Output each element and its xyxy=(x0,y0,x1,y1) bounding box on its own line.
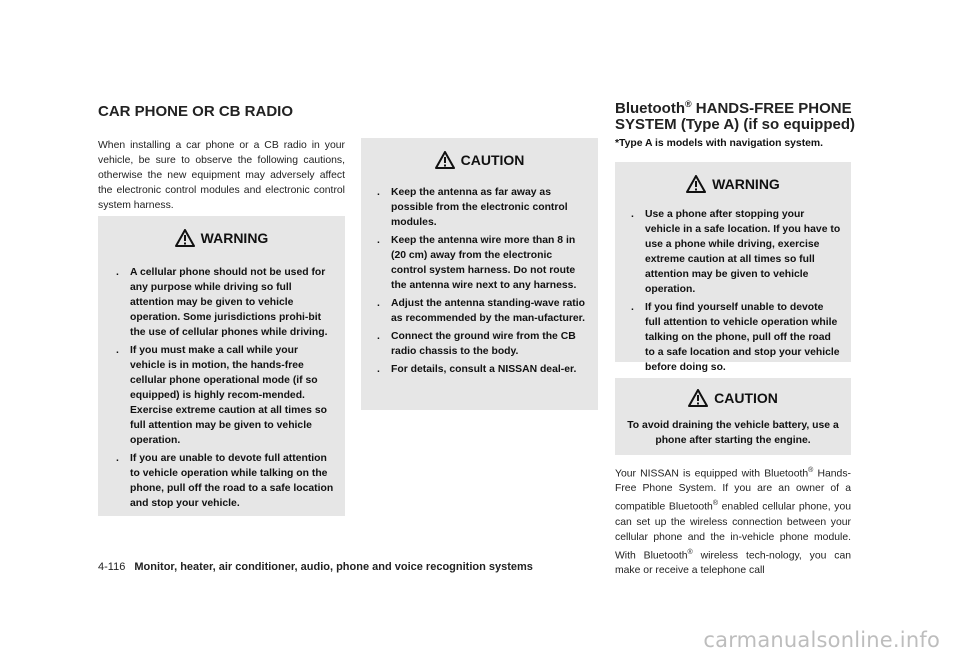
bullet-dot: . xyxy=(631,302,634,313)
bullet-dot: . xyxy=(377,298,380,309)
bullet-dot: . xyxy=(377,235,380,246)
page-number: 4-116 xyxy=(98,561,126,573)
intro-paragraph: When installing a car phone or a CB radio in your vehicle, be sure to observe the following cautions, otherwise the new equipment may adversely affect the electronic control modules and electronic control system harness. xyxy=(98,140,345,211)
bullet-dot: . xyxy=(377,331,380,342)
warning-list xyxy=(112,265,335,511)
bullet-dot: . xyxy=(116,345,119,356)
list-item: . Keep the antenna wire more than 8 in (20 cm) away from the electronic control system harness. Do not route the antenna wire next to any harness. xyxy=(377,235,577,291)
warning-box-left xyxy=(98,216,345,516)
list-item: . For details, consult a NISSAN deal-er. xyxy=(377,364,577,375)
warning-triangle-icon xyxy=(175,229,195,247)
list-item: . Connect the ground wire from the CB radio chassis to the body. xyxy=(377,331,576,357)
bullet-dot: . xyxy=(116,453,119,464)
caution-title: CAUTION xyxy=(714,390,778,406)
list-item: . If you find yourself unable to devote full attention to vehicle operation while talking on the phone, pull off the road to a safe location and stop your vehicle before doing so. xyxy=(631,302,840,373)
warning-box-right xyxy=(615,162,851,373)
bullet-dot: . xyxy=(116,267,119,278)
bullet-dot: . xyxy=(377,187,380,198)
warning-title: WARNING xyxy=(712,176,780,192)
bullet-dot: . xyxy=(631,209,634,220)
caution-header xyxy=(615,387,851,409)
list-item: . A cellular phone should not be used for any purpose while driving so full attention may be given to vehicle operation. Some jurisdictions prohi-bit the use of cellular phones while driving. xyxy=(116,267,328,338)
list-item: . Use a phone after stopping your vehicle in a safe location. If you have to use a phone while driving, exercise extreme caution at all times so full attention may be given to vehicle operation. xyxy=(631,209,841,295)
section-title: Monitor, heater, air conditioner, audio, phone and voice recognition systems xyxy=(134,561,533,573)
list-item: . If you must make a call while your vehicle is in motion, the hands-free cellular phone operational mode (if so equipped) is highly recom-mended. Exercise extreme caution at all times so full attention may be given to vehicle operation. xyxy=(116,345,327,446)
warning-triangle-icon xyxy=(686,175,706,193)
bluetooth-body-paragraph: Your NISSAN is equipped with Bluetooth® Hands-Free Phone System. If you are an owner of a compatible Bluetooth® enabled cellular phone, you can set up the wireless connection between your cellular phone and the in-vehicle phone module. With Bluetooth® wireless tech-nology, you can make or receive a telephone call xyxy=(615,467,852,577)
caution-title: CAUTION xyxy=(460,152,525,168)
list-item: . Keep the antenna as far away as possible from the electronic control modules. xyxy=(377,187,568,228)
warning-triangle-icon xyxy=(435,151,455,169)
page-footer xyxy=(98,561,533,573)
caution-header xyxy=(361,149,598,171)
section-heading-bluetooth: Bluetooth® HANDS-FREE PHONE SYSTEM (Type A) (if so equipped) xyxy=(615,99,855,133)
type-a-note: *Type A is models with navigation system. xyxy=(615,138,824,149)
caution-text: To avoid draining the vehicle battery, use a phone after starting the engine. xyxy=(627,420,839,446)
list-item: . Adjust the antenna standing-wave ratio as recommended by the man-ufacturer. xyxy=(377,298,586,324)
warning-header xyxy=(615,173,851,195)
bullet-dot: . xyxy=(377,364,380,375)
section-heading-car-phone: CAR PHONE OR CB RADIO xyxy=(98,103,294,120)
list-item: . If you are unable to devote full attention to vehicle operation while talking on the phone, pull off the road to a safe location and stop your vehicle. xyxy=(116,453,334,509)
warning-title: WARNING xyxy=(200,230,269,246)
warning-header xyxy=(98,227,345,249)
caution-box-middle xyxy=(361,138,598,410)
watermark: carmanualsonline.info xyxy=(703,628,940,652)
warning-list xyxy=(627,207,841,375)
caution-box-right xyxy=(615,378,851,455)
warning-triangle-icon xyxy=(688,389,708,407)
caution-list xyxy=(373,185,588,377)
